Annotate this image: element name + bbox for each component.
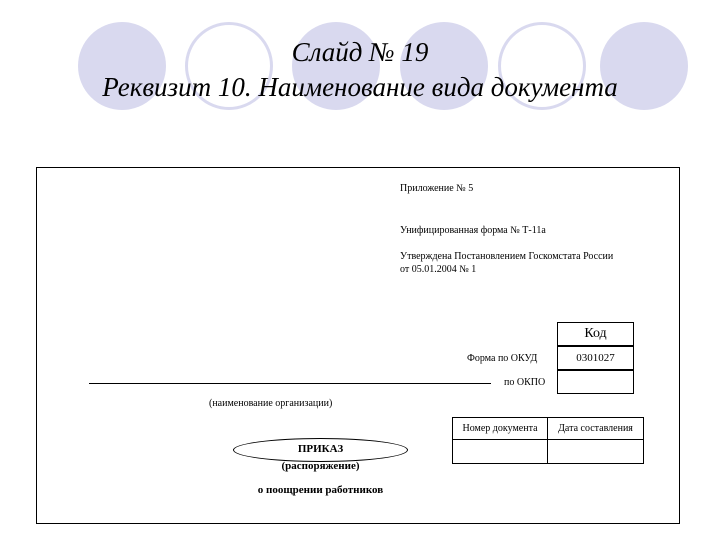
doc-number-header: Номер документа bbox=[452, 417, 548, 440]
okud-value-cell: 0301027 bbox=[557, 346, 634, 370]
organization-caption: (наименование организации) bbox=[209, 398, 333, 409]
okpo-label: по ОКПО bbox=[504, 377, 546, 388]
slide-subtitle: Реквизит 10. Наименование вида документа bbox=[102, 72, 618, 102]
form-document bbox=[36, 167, 680, 524]
approval-line-2: от 05.01.2004 № 1 bbox=[400, 264, 477, 275]
approval-line-1: Утверждена Постановлением Госкомстата России bbox=[400, 251, 614, 262]
organization-line bbox=[89, 383, 491, 384]
okud-label: Форма по ОКУД bbox=[467, 353, 538, 364]
doc-subject: о поощрении работников bbox=[257, 484, 384, 496]
doc-type-title: ПРИКАЗ bbox=[297, 443, 344, 455]
doc-number-value bbox=[452, 439, 548, 464]
okpo-value-cell bbox=[557, 370, 634, 394]
code-header-cell: Код bbox=[557, 322, 634, 346]
appendix-label: Приложение № 5 bbox=[400, 183, 474, 194]
doc-date-header: Дата составления bbox=[547, 417, 644, 440]
unified-form-label: Унифицированная форма № Т-11а bbox=[400, 225, 546, 236]
slide-title: Слайд № 19 bbox=[291, 37, 429, 67]
doc-type-subtitle: (распоряжение) bbox=[281, 460, 360, 472]
doc-date-value bbox=[547, 439, 644, 464]
